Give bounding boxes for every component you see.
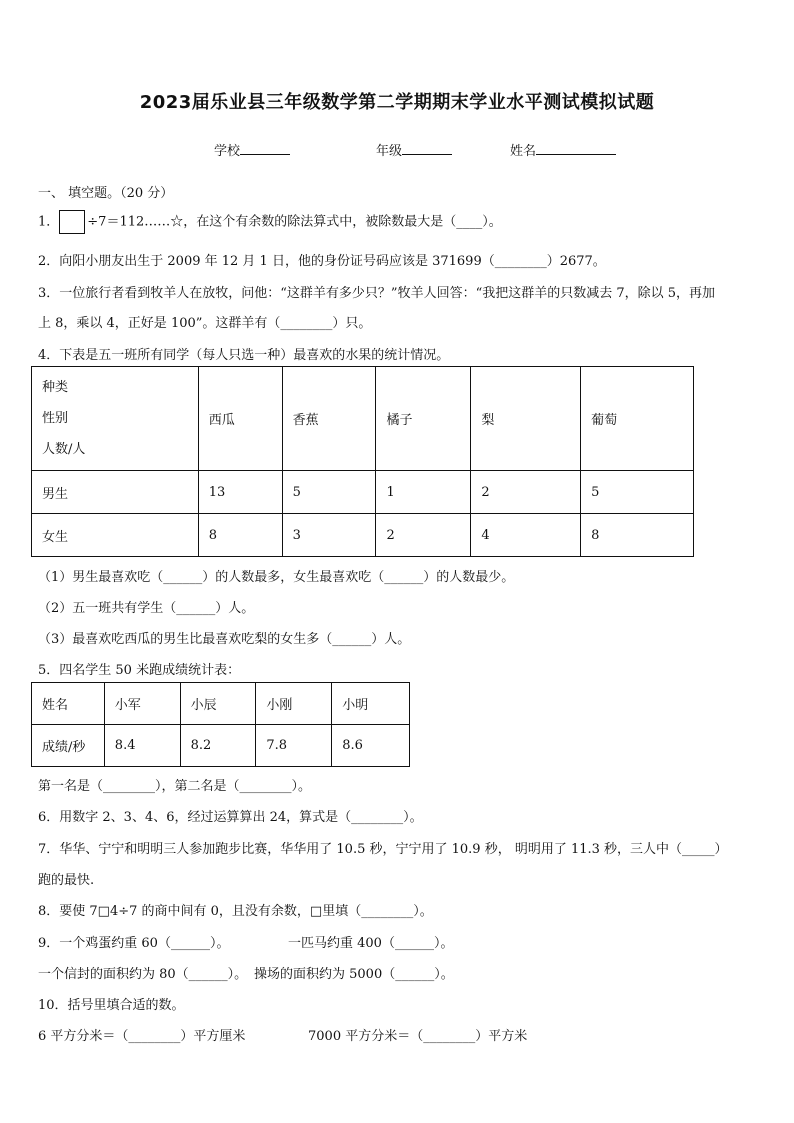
- question-5: 5．四名学生 50 米跑成绩统计表：: [38, 663, 241, 678]
- table-cell: 8.2: [180, 725, 256, 767]
- row-label: 男生: [32, 471, 199, 514]
- grade-label: 年级: [376, 144, 403, 159]
- question-9b: 一匹马约重 400（______）。: [288, 936, 454, 951]
- table-cell: 2: [471, 471, 581, 514]
- fruit-header-cell: 橘子: [376, 367, 471, 471]
- answer-box: [59, 210, 85, 234]
- row-label: 女生: [32, 514, 199, 557]
- grade-blank: [402, 154, 452, 155]
- fruit-header-cell: 香蕉: [282, 367, 376, 471]
- question-1-text: ÷7＝112……☆，在这个有余数的除法算式中，被除数最大是（____）。: [87, 214, 502, 230]
- fruit-header-cell: 梨: [471, 367, 581, 471]
- table-cell: 5: [581, 471, 694, 514]
- table-cell: 小刚: [256, 683, 332, 725]
- question-4: 4．下表是五一班所有同学（每人只选一种）最喜欢的水果的统计情况。: [38, 348, 450, 363]
- question-2: 2．向阳小朋友出生于 2009 年 12 月 1 日，他的身份证号码应该是 371699（________）2677。: [38, 254, 606, 269]
- question-7-line-2: 跑的最快.: [38, 873, 95, 888]
- table-cell: 8: [198, 514, 282, 557]
- table-cell: 小辰: [180, 683, 256, 725]
- section-heading: 一、 填空题。（20 分）: [38, 186, 174, 201]
- table-row: [32, 683, 410, 725]
- question-10: 10．括号里填合适的数。: [38, 998, 185, 1013]
- table-header-row: [32, 367, 694, 471]
- question-4-3: （3）最喜欢吃西瓜的男生比最喜欢吃梨的女生多（______）人。: [38, 632, 411, 647]
- table-cell: 8.4: [104, 725, 180, 767]
- table-cell: 1: [376, 471, 471, 514]
- question-7-line-1: 7．华华、宁宁和明明三人参加跑步比赛，华华用了 10.5 秒，宁宁用了 10.9 秒， 明明用了 11.3 秒，三人中（_____）: [38, 842, 728, 857]
- fruit-header-cell: 葡萄: [581, 367, 694, 471]
- question-9d: 操场的面积约为 5000（______）。: [254, 967, 454, 982]
- school-field: [214, 140, 290, 159]
- question-5-answer: 第一名是（________），第二名是（________）。: [38, 779, 312, 794]
- table-cell: 2: [376, 514, 471, 557]
- question-6: 6．用数字 2、3、4、6，经过运算算出 24，算式是（________）。: [38, 810, 423, 825]
- question-10a: 6 平方分米＝（________）平方厘米: [38, 1029, 246, 1044]
- name-label: 姓名: [510, 144, 537, 159]
- grade-field: [376, 140, 452, 159]
- table-cell: 13: [198, 471, 282, 514]
- question-1-number: 1．: [38, 214, 60, 230]
- fruit-header-cell: 西瓜: [198, 367, 282, 471]
- page-title: 2023届乐业县三年级数学第二学期期末学业水平测试模拟试题: [139, 92, 655, 113]
- fruit-preference-table: [31, 366, 694, 557]
- table-cell: 小明: [332, 683, 410, 725]
- table-cell: 姓名: [32, 683, 105, 725]
- table-cell: 4: [471, 514, 581, 557]
- table-cell: 8: [581, 514, 694, 557]
- question-3-line-1: 3．一位旅行者看到牧羊人在放牧，问他：“这群羊有多少只？”牧羊人回答：“我把这群羊的只数减去 7，除以 5，再加: [38, 286, 716, 301]
- school-label: 学校: [214, 144, 241, 159]
- table-row: [32, 471, 694, 514]
- question-1: [38, 210, 502, 234]
- question-10b: 7000 平方分米＝（________）平方米: [308, 1029, 528, 1044]
- question-8: 8．要使 7□4÷7 的商中间有 0，且没有余数，□里填（________）。: [38, 904, 433, 919]
- school-blank: [240, 154, 290, 155]
- table-corner-header: 种类 性别 人数/人: [32, 367, 199, 471]
- table-row: [32, 725, 410, 767]
- question-4-2: （2）五一班共有学生（______）人。: [38, 601, 255, 616]
- question-3-line-2: 上 8，乘以 4，正好是 100”。这群羊有（________）只。: [38, 316, 372, 331]
- running-score-table: [31, 682, 410, 767]
- table-cell: 8.6: [332, 725, 410, 767]
- question-9c: 一个信封的面积约为 80（______）。: [38, 967, 248, 982]
- question-9a: 9．一个鸡蛋约重 60（______）。: [38, 936, 230, 951]
- name-field: [510, 140, 616, 159]
- table-cell: 小军: [104, 683, 180, 725]
- table-cell: 3: [282, 514, 376, 557]
- name-blank: [536, 154, 616, 155]
- table-cell: 成绩/秒: [32, 725, 105, 767]
- question-4-1: （1）男生最喜欢吃（______）的人数最多，女生最喜欢吃（______）的人数最少。: [38, 570, 515, 585]
- table-cell: 7.8: [256, 725, 332, 767]
- table-row: [32, 514, 694, 557]
- table-cell: 5: [282, 471, 376, 514]
